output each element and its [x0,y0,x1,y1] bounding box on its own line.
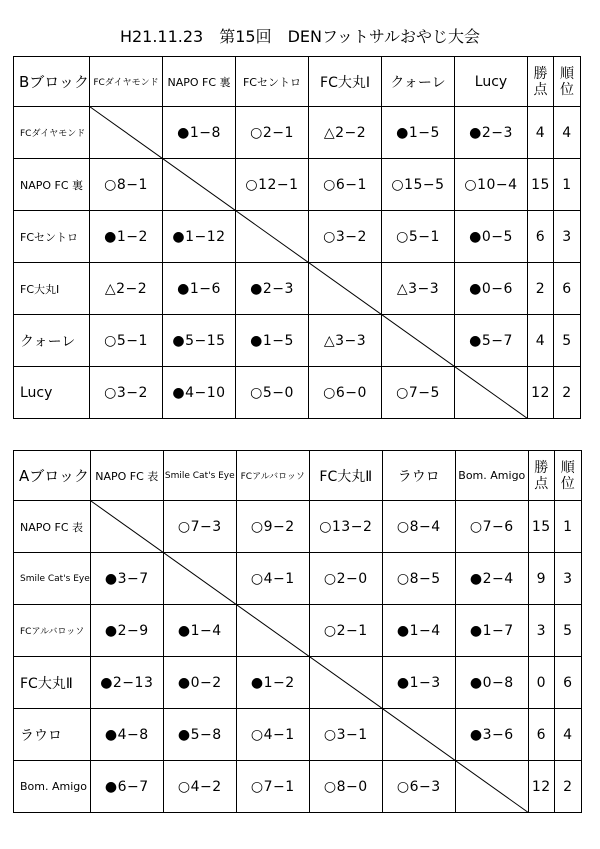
match-result-cell: ○5−1 [382,211,455,263]
rank-cell: 4 [554,709,581,761]
rank-cell: 2 [554,367,581,419]
match-result-cell: ○8−0 [309,761,382,813]
match-result-cell: ○7−1 [236,761,309,813]
rank-cell: 3 [554,211,581,263]
match-result-cell: ●0−6 [455,263,528,315]
match-result-cell: ○13−2 [309,501,382,553]
row-team-name: クォーレ [14,315,90,367]
column-team-header: Bom. Amigo [455,451,528,501]
match-result-cell: ○2−1 [309,605,382,657]
points-header: 勝 点 [528,57,554,107]
match-result-cell: △3−3 [382,263,455,315]
match-result-cell: ●1−6 [163,263,236,315]
match-result-cell: ○2−1 [236,107,309,159]
match-result-cell: △2−2 [90,263,163,315]
match-result-cell: ●1−2 [90,211,163,263]
match-result-cell: ●1−12 [163,211,236,263]
block-corner-label: Aブロック [14,451,91,501]
match-result-cell: ○3−2 [309,211,382,263]
match-result-cell: ○3−1 [309,709,382,761]
row-team-name: ラウロ [14,709,91,761]
points-cell: 15 [528,501,554,553]
rank-cell: 1 [554,501,581,553]
points-cell: 6 [528,211,554,263]
rank-header: 順 位 [554,57,581,107]
column-team-header: FC大丸Ⅰ [309,57,382,107]
points-header: 勝 点 [528,451,554,501]
match-result-cell: ○7−3 [163,501,236,553]
match-result-cell: ○4−2 [163,761,236,813]
points-cell: 4 [528,315,554,367]
diagonal-line-a-block [90,501,528,813]
match-result-cell: ●6−7 [90,761,163,813]
rank-header: 順 位 [554,451,581,501]
match-result-cell: ●0−2 [163,657,236,709]
match-result-cell: ●2−13 [90,657,163,709]
match-result-cell: ○8−5 [382,553,455,605]
match-result-cell: ○8−4 [382,501,455,553]
points-cell: 6 [528,709,554,761]
match-result-cell: ●5−8 [163,709,236,761]
page-title: H21.11.23 第15回 DENフットサルおやじ大会 [119,27,481,46]
match-result-cell: ●2−3 [236,263,309,315]
match-result-cell: ○7−6 [455,501,528,553]
match-result-cell: ○10−4 [455,159,528,211]
column-team-header: FCセントロ [236,57,309,107]
column-team-header: NAPO FC 表 [90,451,163,501]
column-team-header: FC大丸Ⅱ [309,451,382,501]
column-team-header: NAPO FC 裏 [163,57,236,107]
row-team-name: NAPO FC 裏 [14,159,90,211]
match-result-cell: ○2−0 [309,553,382,605]
match-result-cell: ●5−7 [455,315,528,367]
row-team-name: FC大丸Ⅱ [14,657,91,709]
row-team-name: FCアルバロッソ [14,605,91,657]
rank-cell: 5 [554,605,581,657]
row-team-name: NAPO FC 表 [14,501,91,553]
match-result-cell: ○4−1 [236,709,309,761]
row-team-name: FCダイヤモンド [14,107,90,159]
rank-cell: 2 [554,761,581,813]
match-result-cell: ○5−0 [236,367,309,419]
points-cell: 12 [528,761,554,813]
match-result-cell: ○8−1 [90,159,163,211]
rank-cell: 3 [554,553,581,605]
block-corner-label: Bブロック [14,57,90,107]
points-cell: 15 [528,159,554,211]
match-result-cell: △3−3 [309,315,382,367]
rank-cell: 6 [554,263,581,315]
rank-cell: 4 [554,107,581,159]
points-cell: 9 [528,553,554,605]
match-result-cell: ●3−7 [90,553,163,605]
match-result-cell: ●0−8 [455,657,528,709]
match-result-cell: ●1−4 [163,605,236,657]
column-team-header: ラウロ [382,451,455,501]
column-team-header: Smile Cat's Eye [163,451,236,501]
diagonal-line-b-block [90,107,528,419]
match-result-cell: ●5−15 [163,315,236,367]
column-team-header: Lucy [455,57,528,107]
match-result-cell: △2−2 [309,107,382,159]
match-result-cell: ●1−3 [382,657,455,709]
rank-cell: 1 [554,159,581,211]
column-team-header: クォーレ [382,57,455,107]
match-result-cell: ●1−5 [236,315,309,367]
match-result-cell: ●1−4 [382,605,455,657]
rank-cell: 6 [554,657,581,709]
points-cell: 4 [528,107,554,159]
match-result-cell: ●1−7 [455,605,528,657]
points-cell: 2 [528,263,554,315]
match-result-cell: ○6−3 [382,761,455,813]
match-result-cell: ●2−4 [455,553,528,605]
column-team-header: FCダイヤモンド [90,57,163,107]
row-team-name: FC大丸Ⅰ [14,263,90,315]
match-result-cell: ○3−2 [90,367,163,419]
match-result-cell: ●4−10 [163,367,236,419]
match-result-cell: ○15−5 [382,159,455,211]
match-result-cell: ●2−3 [455,107,528,159]
match-result-cell: ○7−5 [382,367,455,419]
match-result-cell: ●0−5 [455,211,528,263]
match-result-cell: ●1−2 [236,657,309,709]
row-team-name: FCセントロ [14,211,90,263]
points-cell: 3 [528,605,554,657]
row-team-name: Bom. Amigo [14,761,91,813]
match-result-cell: ○12−1 [236,159,309,211]
match-result-cell: ○6−0 [309,367,382,419]
row-team-name: Lucy [14,367,90,419]
column-team-header: FCアルバロッソ [236,451,309,501]
points-cell: 0 [528,657,554,709]
match-result-cell: ●2−9 [90,605,163,657]
match-result-cell: ○9−2 [236,501,309,553]
rank-cell: 5 [554,315,581,367]
match-result-cell: ●1−8 [163,107,236,159]
match-result-cell: ●3−6 [455,709,528,761]
match-result-cell: ○5−1 [90,315,163,367]
match-result-cell: ●4−8 [90,709,163,761]
points-cell: 12 [528,367,554,419]
match-result-cell: ○4−1 [236,553,309,605]
match-result-cell: ●1−5 [382,107,455,159]
row-team-name: Smile Cat's Eye [14,553,91,605]
match-result-cell: ○6−1 [309,159,382,211]
